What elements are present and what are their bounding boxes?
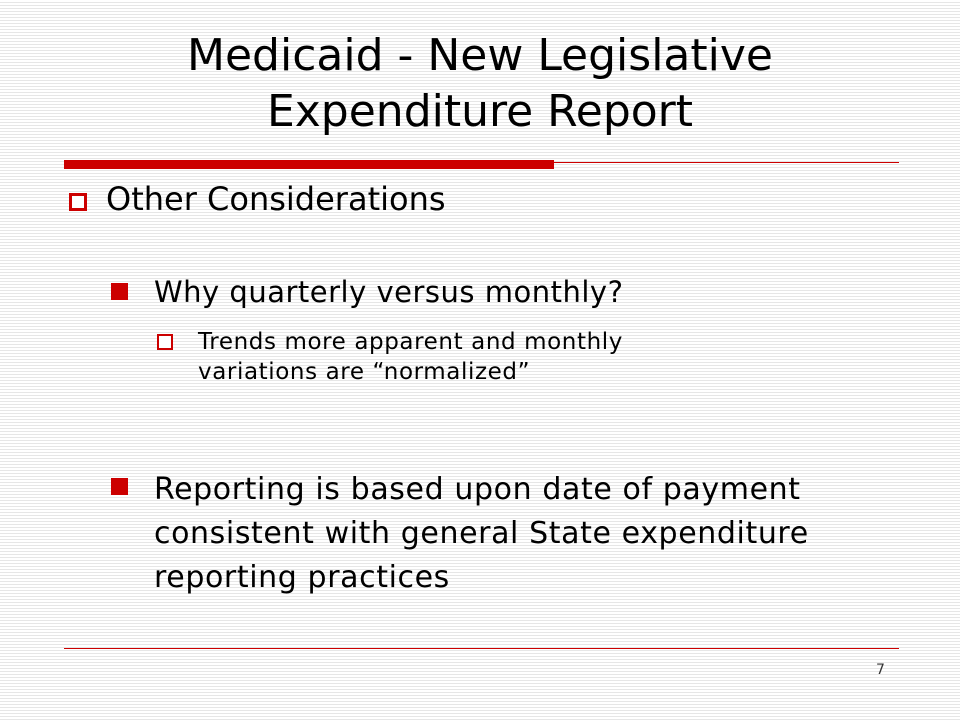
accent-bar bbox=[64, 160, 554, 169]
slide-title-line-1: Medicaid - New Legislative bbox=[187, 30, 773, 81]
bullet-reporting bbox=[154, 468, 809, 600]
hollow-square-bullet-icon bbox=[157, 334, 173, 350]
slide-title bbox=[0, 28, 960, 140]
slide-title-line-2: Expenditure Report bbox=[266, 86, 694, 137]
sub-bullet-trends bbox=[198, 327, 623, 387]
sub-bullet-line-1: Trends more apparent and monthly bbox=[198, 329, 623, 355]
sub-bullet-line-2: variations are “normalized” bbox=[198, 359, 531, 385]
section-heading: Other Considerations bbox=[106, 180, 446, 218]
bullet-reporting-line-3: reporting practices bbox=[154, 560, 450, 595]
filled-square-bullet-icon bbox=[111, 283, 128, 300]
bullet-reporting-line-2: consistent with general State expenditure bbox=[154, 516, 809, 551]
bullet-quarterly: Why quarterly versus monthly? bbox=[154, 275, 624, 309]
filled-square-bullet-icon bbox=[111, 478, 128, 495]
page-number: 7 bbox=[876, 662, 885, 678]
hollow-square-bullet-icon bbox=[69, 193, 87, 211]
bottom-divider bbox=[64, 648, 899, 649]
bullet-reporting-line-1: Reporting is based upon date of payment bbox=[154, 472, 801, 507]
